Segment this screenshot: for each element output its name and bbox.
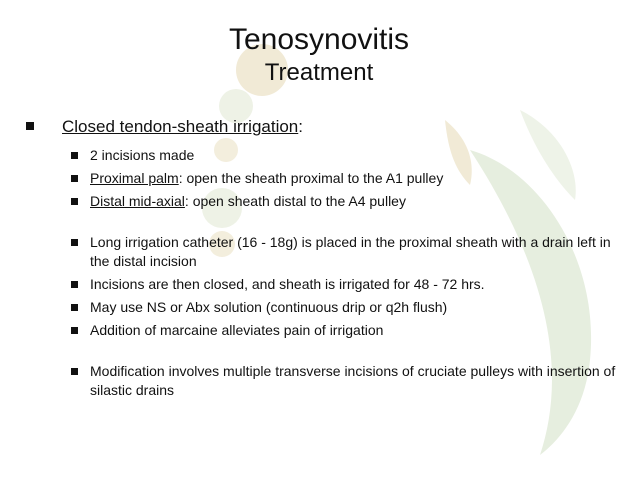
- bullet-main-underlined: Closed tendon-sheath irrigation: [62, 117, 299, 136]
- list-item-text: 2 incisions made: [90, 147, 195, 163]
- list-item: [26, 233, 616, 271]
- list-item-text: May use NS or Abx solution (continuous drip or q2h flush): [90, 299, 448, 315]
- list-item-underlined: Distal mid-axial: [90, 193, 185, 209]
- square-bullet-icon: [26, 122, 34, 130]
- slide-subtitle: Treatment: [264, 59, 374, 86]
- spacer: [26, 215, 616, 233]
- list-item-text: Modification involves multiple transverse incisions of cruciate pulleys with insertion of silastic drains: [90, 363, 616, 398]
- list-item: [26, 298, 616, 317]
- list-item-text: : open sheath distal to the A4 pulley: [184, 193, 406, 209]
- square-bullet-icon: [71, 175, 78, 182]
- list-item-text: Incisions are then closed, and sheath is irrigated for 48 - 72 hrs.: [90, 276, 485, 292]
- title-block: [0, 22, 638, 88]
- list-item: [26, 275, 616, 294]
- list-item-underlined: Proximal palm: [90, 170, 179, 186]
- square-bullet-icon: [71, 239, 78, 246]
- square-bullet-icon: [71, 304, 78, 311]
- list-item: [26, 192, 616, 211]
- list-item: [26, 321, 616, 340]
- spacer: [26, 344, 616, 362]
- square-bullet-icon: [71, 368, 78, 375]
- list-item-text: Addition of marcaine alleviates pain of irrigation: [90, 322, 384, 338]
- square-bullet-icon: [71, 198, 78, 205]
- list-item-text: Long irrigation catheter (16 - 18g) is placed in the proximal sheath with a drain left in the distal incision: [90, 234, 611, 269]
- slide-content: [26, 116, 616, 404]
- bullet-main: [26, 116, 616, 138]
- bullet-main-suffix: :: [298, 117, 303, 136]
- square-bullet-icon: [71, 152, 78, 159]
- list-item-text: : open the sheath proximal to the A1 pulley: [178, 170, 444, 186]
- slide-title: Tenosynovitis: [228, 23, 410, 56]
- list-item: [26, 362, 616, 400]
- square-bullet-icon: [71, 327, 78, 334]
- list-item: [26, 146, 616, 165]
- list-item: [26, 169, 616, 188]
- square-bullet-icon: [71, 281, 78, 288]
